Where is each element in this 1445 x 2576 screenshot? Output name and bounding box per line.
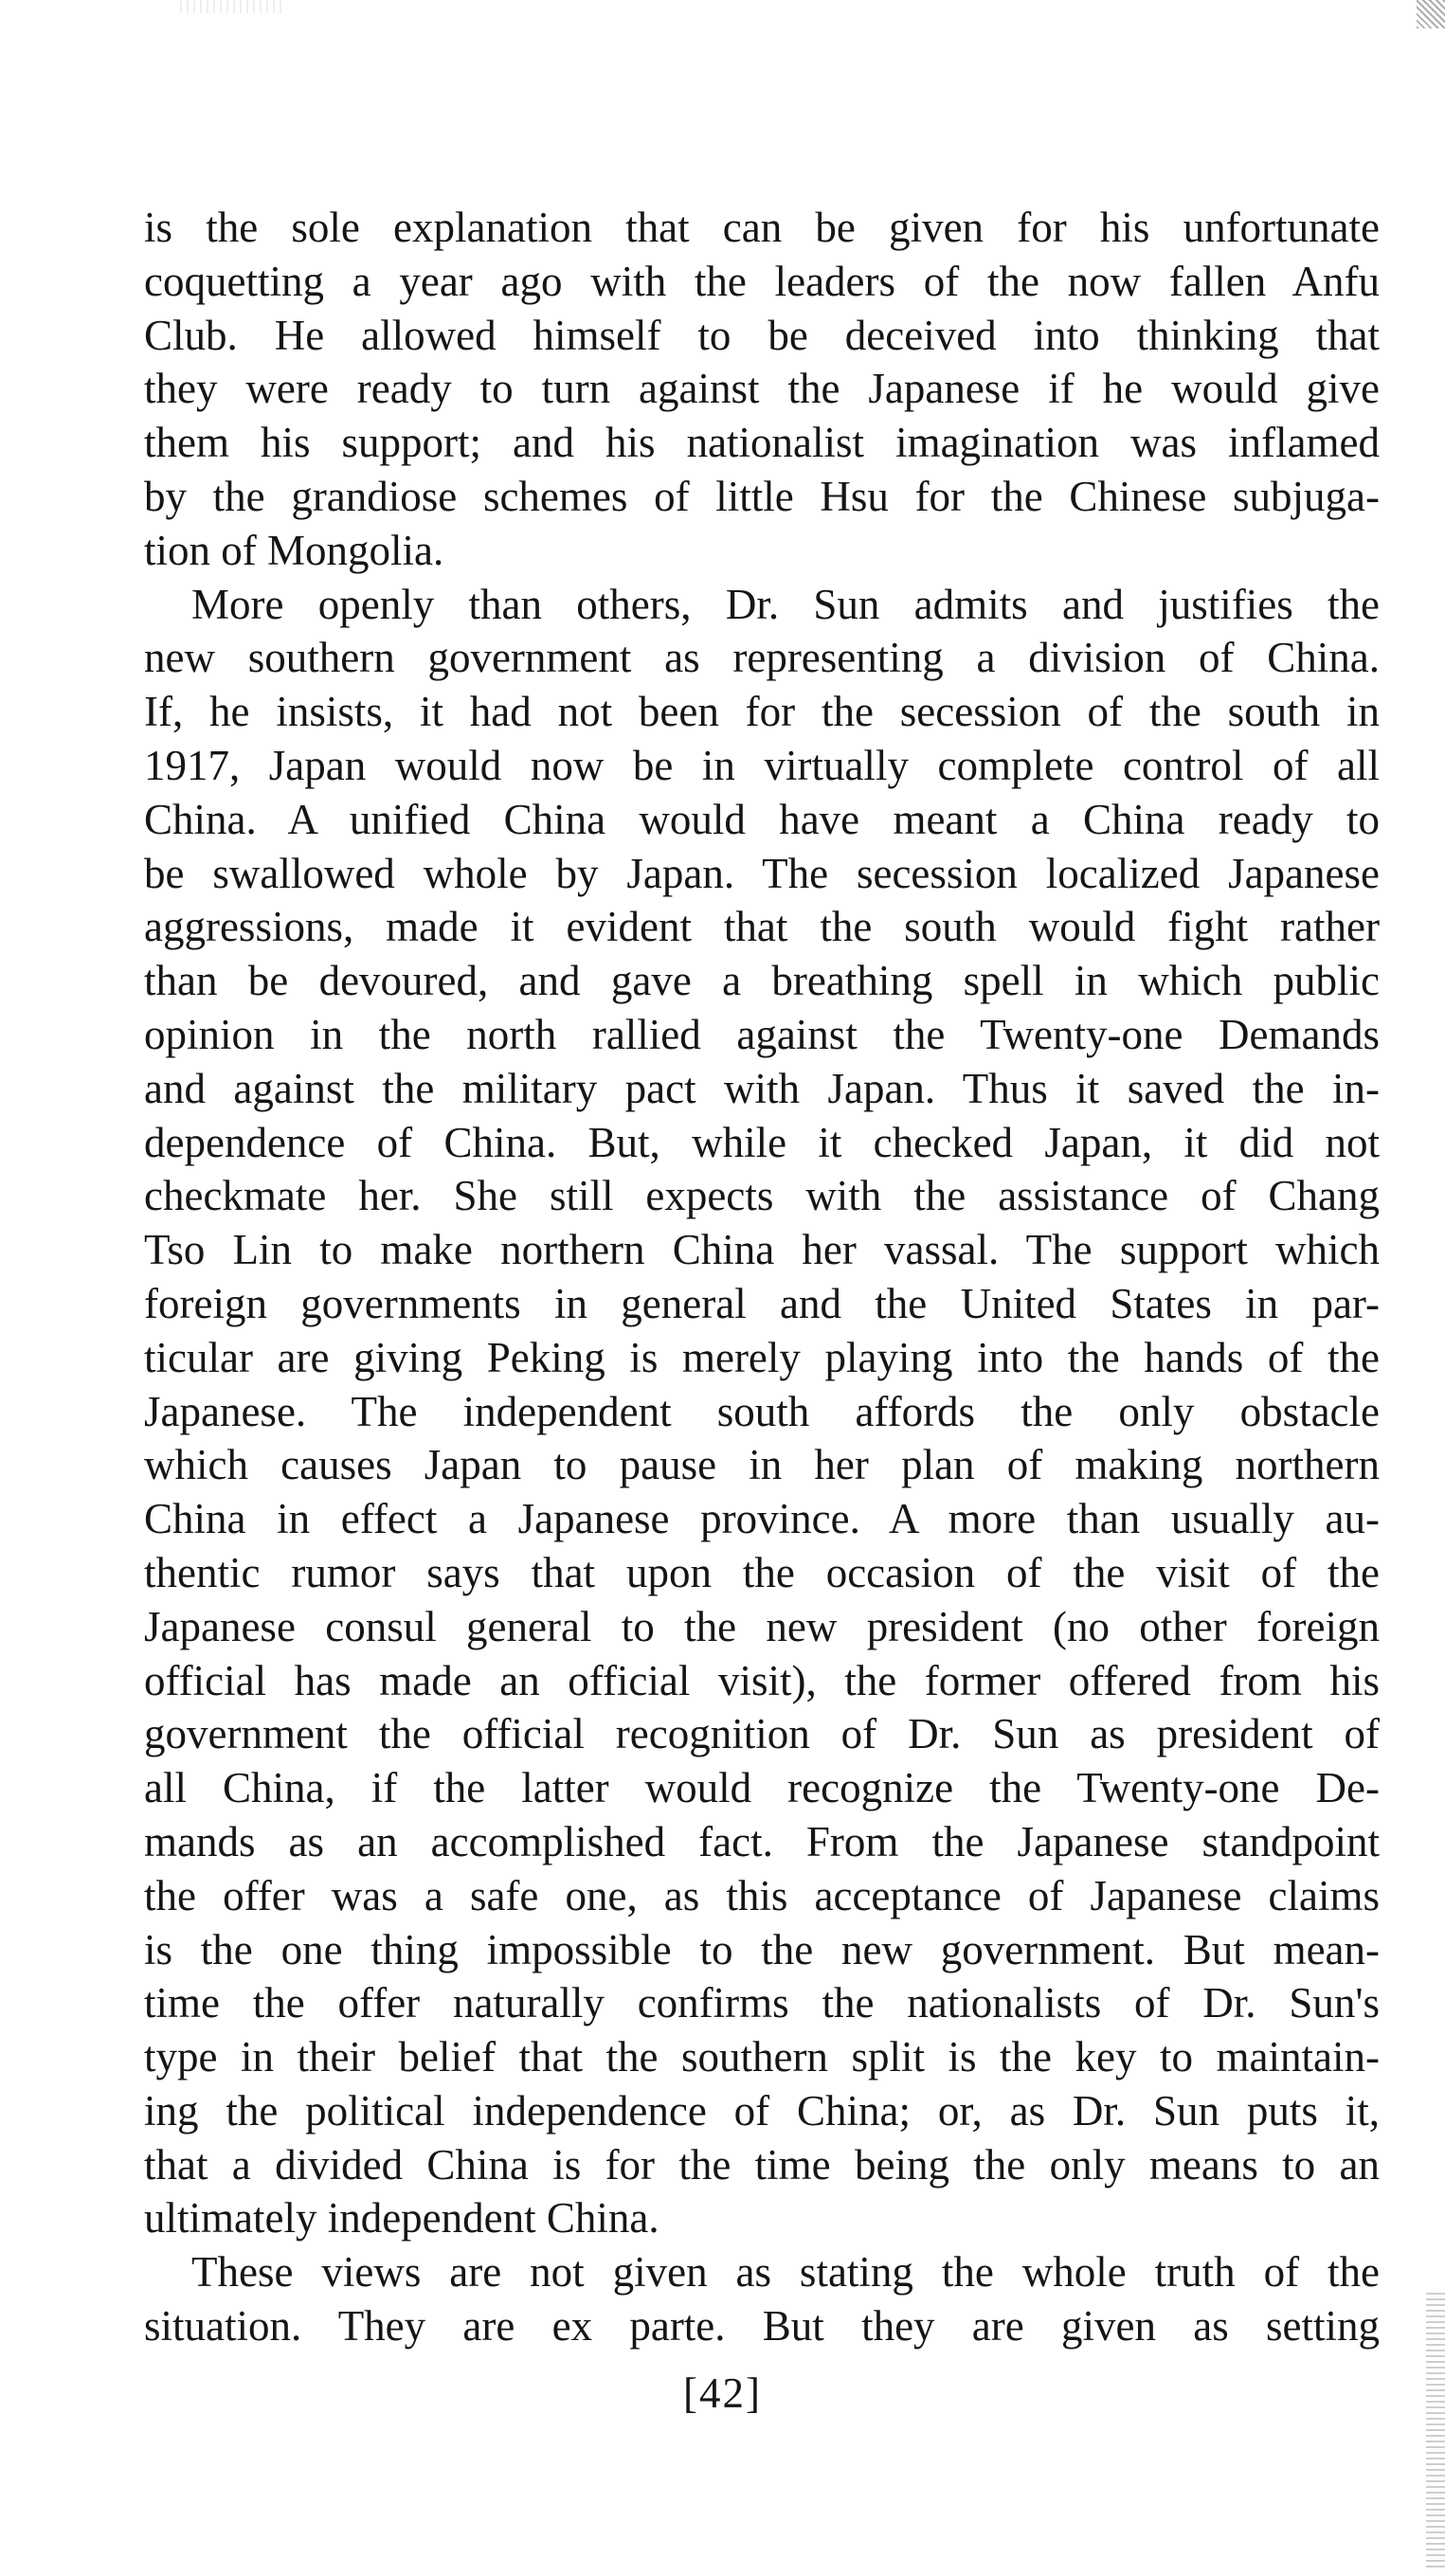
text-line: tion of Mongolia. [144, 526, 444, 574]
text-line: thentic rumor says that upon the occasion of the visit of the [144, 1548, 1380, 1596]
text-line: Club. He allowed himself to be deceived into thinking that [144, 311, 1380, 359]
text-line: them his support; and his nationalist imagination was inflamed [144, 419, 1380, 467]
text-line: aggressions, made it evident that the south would fight rather [144, 903, 1380, 951]
text-line: government the official recognition of Dr. Sun as president of [144, 1710, 1380, 1758]
text-line: mands as an accomplished fact. From the Japanese standpoint [144, 1817, 1380, 1865]
text-line: than be devoured, and gave a breathing spell in which public [144, 957, 1380, 1005]
text-line: is the one thing impossible to the new government. But mean- [144, 1925, 1380, 1973]
page-number: [42] [683, 2369, 762, 2417]
text-line: that a divided China is for the time being the only means to an [144, 2140, 1380, 2189]
text-line: These views are not given as stating the whole truth of the [191, 2248, 1380, 2297]
text-line: checkmate her. She still expects with the assistance of Chang [144, 1172, 1380, 1220]
scan-artifact-corner [1417, 0, 1445, 28]
text-line: time the offer naturally confirms the nationalists of Dr. Sun's [144, 1979, 1380, 2027]
text-line: type in their belief that the southern split is the key to maintain- [144, 2033, 1380, 2081]
text-line: ing the political independence of China; or, as Dr. Sun puts it, [144, 2086, 1380, 2135]
scan-artifact-edge [1426, 2293, 1445, 2567]
text-line: the offer was a safe one, as this acceptance of Japanese claims [144, 1871, 1380, 1919]
text-line: ultimately independent China. [144, 2194, 659, 2243]
text-line: If, he insists, it had not been for the secession of the south in [144, 688, 1380, 736]
text-line: Tso Lin to make northern China her vassal. The support which [144, 1226, 1380, 1274]
text-line: situation. They are ex parte. But they are given as setting [144, 2302, 1380, 2351]
text-line: which causes Japan to pause in her plan of making northern [144, 1441, 1380, 1489]
text-line: they were ready to turn against the Japanese if he would give [144, 365, 1380, 413]
text-line: opinion in the north rallied against the Twenty-one Demands [144, 1010, 1380, 1058]
text-line: be swallowed whole by Japan. The secession localized Japanese [144, 849, 1380, 897]
text-line: official has made an official visit), the former offered from his [144, 1656, 1380, 1704]
text-line: Japanese. The independent south affords the only obstacle [144, 1387, 1380, 1435]
text-line: More openly than others, Dr. Sun admits and justifies the [191, 580, 1380, 628]
text-line: all China, if the latter would recognize the Twenty-one De- [144, 1764, 1380, 1812]
text-line: 1917, Japan would now be in virtually complete control of all [144, 741, 1380, 789]
text-line: and against the military pact with Japan. Thus it saved the in- [144, 1064, 1380, 1112]
text-line: dependence of China. But, while it checked Japan, it did not [144, 1118, 1380, 1166]
text-line: ticular are giving Peking is merely playing into the hands of the [144, 1333, 1380, 1381]
text-line: new southern government as representing a division of China. [144, 634, 1380, 682]
text-line: China in effect a Japanese province. A more than usually au- [144, 1495, 1380, 1543]
scan-artifact-top [180, 0, 284, 13]
body-text [144, 201, 1380, 2353]
text-line: is the sole explanation that can be given for his unfortunate [144, 204, 1380, 251]
text-line: Japanese consul general to the new president (no other foreign [144, 1602, 1380, 1650]
text-line: China. A unified China would have meant a China ready to [144, 795, 1380, 843]
text-line: foreign governments in general and the United States in par- [144, 1279, 1380, 1327]
text-line: by the grandiose schemes of little Hsu for the Chinese subjuga- [144, 472, 1380, 520]
text-line: coquetting a year ago with the leaders of the now fallen Anfu [144, 257, 1380, 305]
